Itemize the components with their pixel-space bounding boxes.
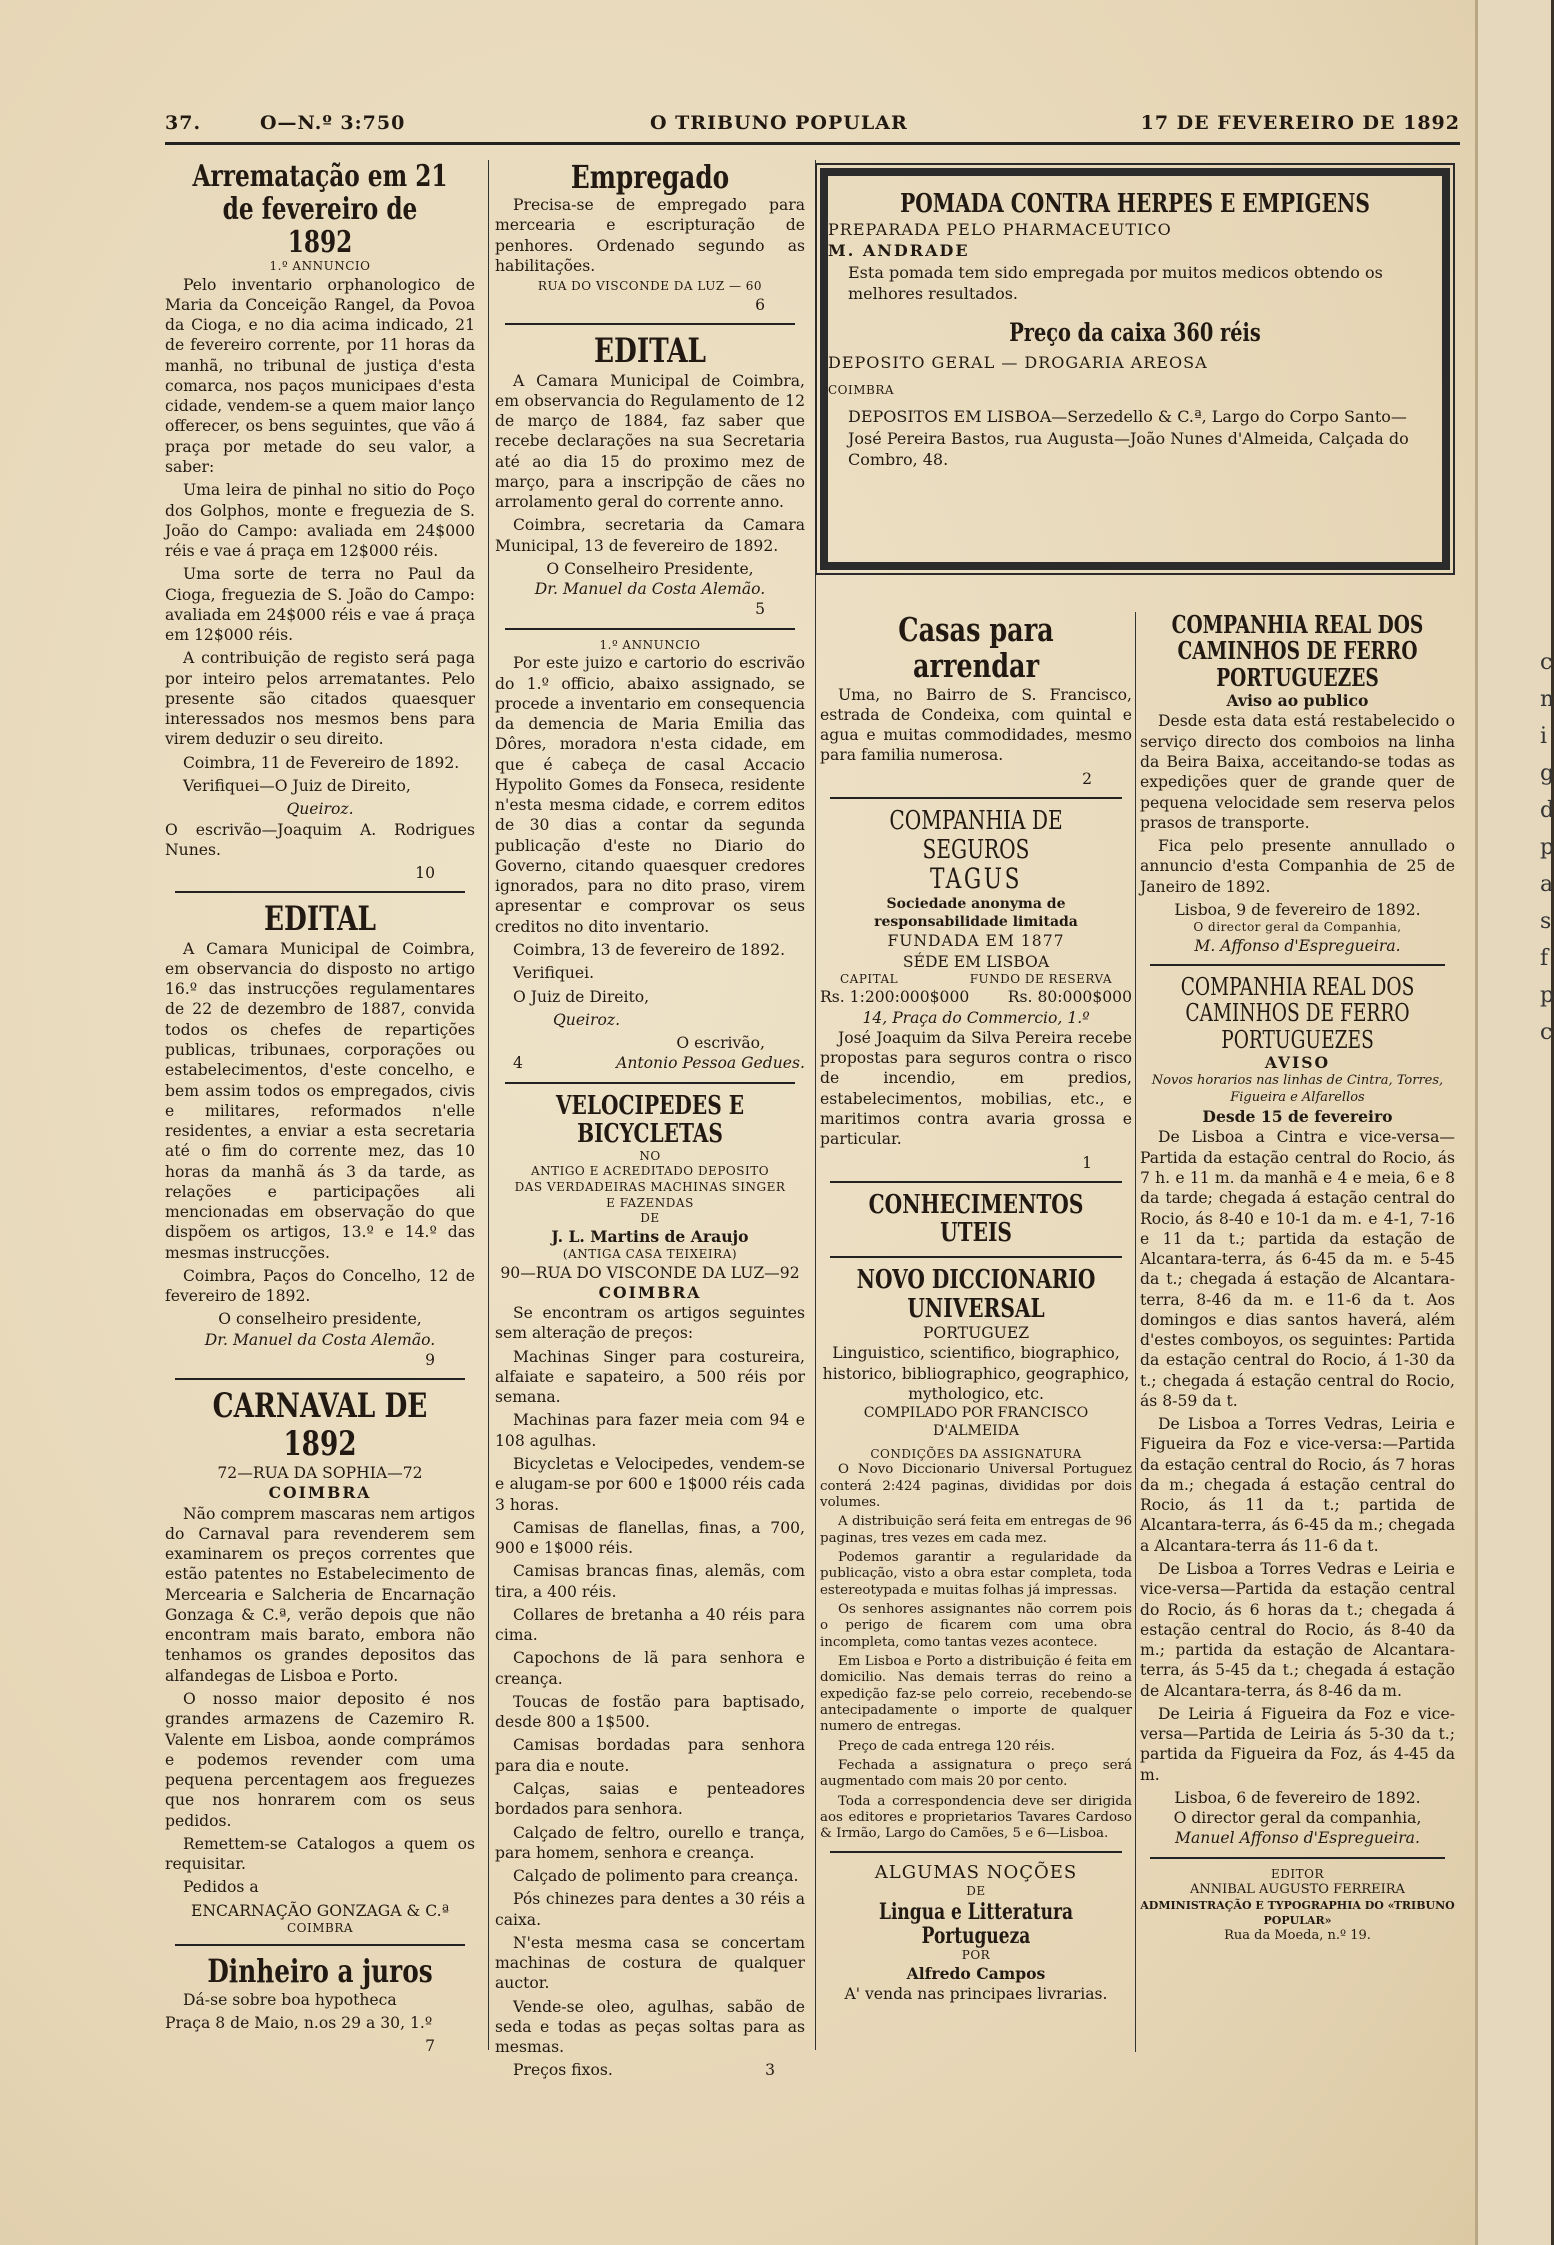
velocipedes-l3: DAS VERDADEIRAS MACHINAS SINGER (514, 1179, 786, 1194)
seguros-addr: 14, Praça do Commercio, 1.º (862, 1008, 1090, 1027)
seguros-cap: Rs. 1:200:000$000 (820, 988, 970, 1007)
divider (505, 628, 795, 630)
cp2-sig2: Manuel Affonso d'Espregueira. (1175, 1829, 1420, 1848)
cp1-sig1: O director geral da Companhia, (1193, 920, 1402, 935)
edital-title: EDITAL (263, 899, 377, 940)
issue-number: O—N.º 3:750 (260, 112, 406, 134)
pomada-depot: DEPOSITO GERAL — DROGARIA AREOSA (828, 353, 1208, 373)
velocipedes-item: Calças, saias e penteadores bordados para senhora. (495, 1779, 805, 1819)
dinheiro-p2: Praça 8 de Maio, n.os 29 a 30, 1.º (165, 2013, 433, 2032)
velocipedes-item: Calçado de feltro, ourello e trança, para homem, senhora e creança. (495, 1823, 805, 1862)
cp1-sig2: M. Affonso d'Espregueira. (1194, 936, 1401, 955)
diccionario-item: Os senhores assignantes não correm pois o perigo de ficarem com uma obra incompleta, como tantas vezes acontece. (820, 1601, 1132, 1650)
divider (175, 891, 465, 893)
divider (830, 1851, 1122, 1853)
arrematacao-p3: Uma sorte de terra no Paul da Cioga, freguezia de S. João do Campo: avaliada em 24$000 réis e vae á praça em 12$000 réis. (165, 565, 475, 645)
pomada-sub: PREPARADA PELO PHARMACEUTICO (828, 219, 1172, 239)
column-1 (165, 160, 475, 2056)
pomada-box (820, 168, 1450, 570)
diccionario-sub: PORTUGUEZ (922, 1324, 1030, 1343)
edital2-sig1: O Conselheiro Presidente, (546, 559, 754, 578)
carnaval-firm-city: COIMBRA (286, 1920, 354, 1935)
column-rule (1135, 612, 1136, 2052)
divider (830, 797, 1122, 799)
pomada-price: Preço da caixa 360 réis (1009, 317, 1261, 347)
seguros-num: 1 (1082, 1153, 1092, 1172)
diccionario-title: NOVO DICCIONARIO UNIVERSAL (856, 1264, 1096, 1324)
empregado-title: Empregado (570, 158, 730, 196)
velocipedes-addr: 90—RUA DO VISCONDE DA LUZ—92 (500, 1263, 800, 1282)
seguros-sub: Sociedade anonyma de responsabilidade limitada (874, 895, 1078, 931)
empregado-addr: RUA DO VISCONDE DA LUZ — 60 (537, 279, 763, 294)
cp2-p2: De Lisboa a Torres Vedras, Leiria e Figueira da Foz e vice-versa:—Partida da estação central do Rocio, ás 7 horas da m.; chegada á estação central do Rocio, ás 11 da t.; partida de Alcantara-terra, ás 6-45 da m.; chegada a Alcantara-terra ás 11-6 da t. (1140, 1415, 1455, 1555)
seguros-title2: TAGUS (929, 862, 1023, 896)
next-page-letter: g (1540, 761, 1554, 786)
newspaper-title: O TRIBUNO POPULAR (650, 112, 908, 134)
edital2-num: 5 (755, 600, 765, 619)
diccionario-item: Em Lisboa e Porto a distribuição é feita em domicilio. Nas demais terras do reino a expedição faz-se pelo correio, recebendo-se antecipadamente o importe de qualquer numero de entregas. (820, 1653, 1132, 1735)
editor-addr: Rua da Moeda, n.º 19. (1224, 1927, 1371, 1943)
velocipedes-item: Collares de bretanha a 40 réis para cima. (495, 1605, 805, 1645)
diccionario-item: Toda a correspondencia deve ser dirigida aos editores e proprietarios Tavares Cardoso & Irmão, Largo do Camões, 5 e 6—Lisboa. (820, 1793, 1132, 1842)
velocipedes-item: Vende-se oleo, agulhas, sabão de seda e todas as peças soltas para as mesmas. (495, 1997, 805, 2057)
diccionario-comp: COMPILADO POR FRANCISCO D'ALMEIDA (863, 1405, 1089, 1440)
cp2-sub: Novos horarios nas linhas de Cintra, Torres, Figueira e Alfarellos (1151, 1073, 1444, 1106)
empregado-p1: Precisa-se de empregado para mercearia e escripturação de penhores. Ordenado segundo as habilitações. (495, 196, 805, 275)
divider (830, 1181, 1122, 1183)
cp2-title: COMPANHIA REAL DOS CAMINHOS DE FERRO PORTUGUEZES (1180, 972, 1415, 1054)
cp1-p2: Fica pelo presente annullado o annuncio d'esta Companhia de 25 de Janeiro de 1892. (1140, 837, 1455, 896)
arrematacao-p2: Uma leira de pinhal no sitio do Poço dos Golphos, monte e freguezia de S. João do Campo: avaliada em 24$000 réis e vae á praça em 12$000 réis. (165, 481, 475, 561)
arrematacao-verif: Verifiquei—O Juiz de Direito, (183, 776, 411, 795)
next-page-letter: f (1540, 946, 1549, 971)
diccionario-item: Fechada a assignatura o preço será augmentado com mais 20 por cento. (820, 1758, 1132, 1790)
cp2-p3: De Lisboa a Torres Vedras e Leiria e vice-versa—Partida da estação central do Rocio, ás 6 horas da t.; chegada á estação central do Rocio, ás 8-40 da m.; partida da estação de Alcantara-terra, ás 5-45 da t.; chegada á estação de Alcantara-terra, ás 8-46 da m. (1140, 1560, 1455, 1700)
casas-num: 2 (1082, 769, 1092, 788)
pomada-p2: DEPOSITOS EM LISBOA—Serzedello & C.ª, Largo do Corpo Santo—José Pereira Bastos, rua Augusta—João Nunes d'Almeida, Calçada do Combro, 48. (848, 407, 1409, 470)
column-3 (820, 612, 1132, 2004)
annuncio-num: 4 (513, 1054, 523, 1073)
arrematacao-num: 10 (415, 864, 435, 883)
edital-num: 9 (425, 1351, 435, 1369)
column-4 (1140, 612, 1455, 1945)
dinheiro-num: 7 (425, 2037, 435, 2056)
diccionario-item: A distribuição será feita em entregas de 96 paginas, tres vezes em cada mez. (820, 1514, 1132, 1546)
velocipedes-l1: NO (639, 1148, 661, 1163)
cp1-title: COMPANHIA REAL DOS CAMINHOS DE FERRO PORTUGUEZES (1171, 610, 1424, 692)
pomada-name: M. ANDRADE (828, 241, 970, 261)
nocoes-l1: ALGUMAS NOÇÕES (874, 1861, 1078, 1883)
nocoes-author: Alfredo Campos (906, 1963, 1046, 1983)
annuncio-verif: Verifiquei. (513, 964, 595, 983)
masthead (165, 112, 1460, 145)
cp1-aviso: Aviso ao publico (1226, 691, 1369, 711)
divider (175, 1378, 465, 1380)
velocipedes-l4: E FAZENDAS (606, 1195, 694, 1210)
seguros-founded: FUNDADA EM 1877 (887, 932, 1065, 951)
edital2-date: Coimbra, secretaria da Camara Municipal, 13 de fevereiro de 1892. (495, 516, 805, 555)
pomada-p1: Esta pomada tem sido empregada por muitos medicos obtendo os melhores resultados. (848, 262, 1383, 304)
diccionario-item: Podemos garantir a regularidade da publicação, visto a obra estar completa, toda estereotypada e muitas folhas já impressas. (820, 1549, 1132, 1598)
velocipedes-items (495, 1303, 805, 2057)
casas-p1: Uma, no Bairro de S. Francisco, estrada de Condeixa, com quintal e agua e muitas commodidades, mesmo para familia numerosa. (820, 685, 1132, 765)
velocipedes-item: Capochons de lã para senhora e creança. (495, 1649, 805, 1688)
divider (1150, 1857, 1445, 1859)
annuncio-judge2: Queiroz. (553, 1010, 621, 1029)
dinheiro-title: Dinheiro a juros (207, 1952, 433, 1991)
arrematacao-p4: A contribuição de registo será paga por inteiro pelos arrematantes. Pelo presente são citados quaesquer interessados nos mesmos bens para virem deduzir o seu direito. (165, 649, 475, 749)
velocipedes-item: Machinas para fazer meia com 94 e 108 agulhas. (495, 1411, 805, 1450)
seguros-fund-label: FUNDO DE RESERVA (969, 971, 1112, 986)
edital-sig2: Dr. Manuel da Costa Alemão. (204, 1330, 436, 1349)
annuncio-date: Coimbra, 13 de fevereiro de 1892. (513, 941, 786, 959)
next-page-letter: d (1540, 798, 1554, 823)
velocipedes-item: Camisas de flanellas, finas, a 700, 900 e 1$000 réis. (495, 1518, 805, 1558)
velocipedes-item: Toucas de fostão para baptisado, desde 800 a 1$500. (495, 1692, 805, 1732)
conhec-title: CONHECIMENTOS UTEIS (868, 1189, 1084, 1249)
cp1-p1: Desde esta data está restabelecido o serviço directo dos comboios na linha da Beira Baixa, acceitando-se todas as expedições quer de grande quer de pequena velocidade sem reserva pelos prasos de transporte. (1140, 712, 1455, 832)
column-rule (815, 160, 816, 2050)
arrematacao-date: Coimbra, 11 de Fevereiro de 1892. (183, 753, 460, 772)
editor-admin: ADMINISTRAÇÃO E TYPOGRAPHIA DO «TRIBUNO POPULAR» (1140, 1899, 1455, 1927)
cp2-p4: De Leiria á Figueira da Foz e vice-versa—Partida de Leiria ás 5-30 da t.; partida da Figueira da Foz, ás 4-45 da m. (1140, 1704, 1455, 1784)
diccionario-items (820, 1462, 1132, 1843)
velocipedes-num: 3 (765, 2061, 775, 2080)
arrematacao-judge: Queiroz. (286, 800, 354, 819)
annuncio-tag: 1.º ANNUNCIO (599, 637, 701, 652)
cp1-date: Lisboa, 9 de fevereiro de 1892. (1174, 900, 1421, 919)
nocoes-sale: A' venda nas principaes livrarias. (844, 1984, 1108, 2003)
carnaval-addr: 72—RUA DA SOPHIA—72 (217, 1464, 423, 1483)
carnaval-p3: Remettem-se Catalogos a quem os requisitar. (165, 1834, 475, 1874)
cp2-aviso: AVISO (1264, 1053, 1331, 1073)
cp2-from: Desde 15 de fevereiro (1202, 1107, 1393, 1127)
next-page-letter: p (1540, 835, 1554, 860)
nocoes-title: Lingua e Litteratura Portugueza (878, 1898, 1074, 1949)
edital-date: Coimbra, Paços do Concelho, 12 de fevereiro de 1892. (165, 1266, 475, 1306)
velocipedes-item: N'esta mesma casa se concertam machinas de costura de qualquer auctor. (495, 1933, 805, 1993)
casas-title: Casas para arrendar (898, 610, 1054, 686)
next-page-letter: p (1540, 983, 1554, 1008)
velocipedes-item: Se encontram os artigos seguintes sem alteração de preços: (495, 1304, 805, 1343)
velocipedes-item: Camisas bordadas para senhora para dia e noute. (495, 1736, 805, 1775)
annuncio-p1: Por este juizo e cartorio do escrivão do 1.º officio, abaixo assignado, se procede a inventario em consequencia da demencia de Maria Emilia das Dôres, moradora n'esta cidade, em que é cabeça de casal Accacio Hypolito Gomes da Fonseca, residente n'esta mesma cidade, e correm editos de 30 dias a contar da segunda publicação d'este no Diario do Governo, citando quaesquer credores ignorados, para no dito praso, virem apresentar e comprovar os seus creditos no dito inventario. (495, 654, 805, 936)
velocipedes-item: Camisas brancas finas, alemãs, com tira, a 400 réis. (495, 1562, 805, 1601)
next-page-edge (1475, 0, 1554, 2245)
pomada-title: POMADA CONTRA HERPES E EMPIGENS (900, 189, 1370, 219)
cp2-sig1: O director geral da companhia, (1173, 1809, 1422, 1828)
velocipedes-owner2: (ANTIGA CASA TEIXEIRA) (562, 1247, 738, 1262)
carnaval-p1: Não comprem mascaras nem artigos do Carnaval para revenderem sem examinarem os preços correntes que estão patentes no Estabelecimento de Mercearia e Salcheria de Encarnação Gonzaga & C.ª, verão depois que não encontram mais barato, embora não tenhamos os grandes depositos das alfandegas de Lisboa e Porto. (165, 1504, 475, 1685)
divider (830, 1256, 1122, 1258)
divider (505, 1082, 795, 1084)
page-number: 37. (165, 112, 202, 134)
diccionario-p1: Linguistico, scientifico, biographico, historico, bibliographico, geographico, mythologico, etc. (822, 1344, 1130, 1403)
column-rule (488, 160, 489, 2050)
annuncio-clerk1: O escrivão, (676, 1034, 765, 1053)
diccionario-cond: CONDIÇÕES DA ASSIGNATURA (870, 1446, 1082, 1461)
column-2 (495, 160, 805, 2084)
annuncio-judge1: O Juiz de Direito, (513, 987, 650, 1006)
seguros-fund: Rs. 80:000$000 (1007, 988, 1132, 1007)
edital2-sig2: Dr. Manuel da Costa Alemão. (534, 580, 766, 599)
carnaval-firm: ENCARNAÇÃO GONZAGA & C.ª (190, 1901, 450, 1920)
next-page-letter: s (1540, 909, 1552, 934)
next-page-letter: c (1540, 1020, 1553, 1045)
seguros-seat: SÉDE EM LISBOA (902, 952, 1050, 971)
divider (175, 1944, 465, 1946)
arrematacao-clerk: O escrivão—Joaquim A. Rodrigues Nunes. (165, 820, 475, 859)
edital-sig1: O conselheiro presidente, (218, 1310, 422, 1329)
arrematacao-p1: Pelo inventario orphanologico de Maria da Conceição Rangel, da Povoa da Cioga, e no dia acima indicado, 21 de fevereiro corrente, por 11 horas da manhã, no tribunal de justiça d'esta comarca, nos paços municipaes d'esta cidade, vendem-se a quem maior lanço offerecer, os bens seguintes, que vão á praça por metade do seu valor, a saber: (165, 275, 475, 476)
carnaval-title: CARNAVAL DE 1892 (212, 1386, 428, 1464)
seguros-cap-label: CAPITAL (840, 971, 899, 986)
velocipedes-l2: ANTIGO E ACREDITADO DEPOSITO (530, 1164, 770, 1179)
divider (1150, 964, 1445, 966)
divider (505, 323, 795, 325)
issue-date: 17 DE FEVEREIRO DE 1892 (1140, 112, 1460, 134)
carnaval-p2: O nosso maior deposito é nos grandes armazens de Cazemiro R. Valente em Lisboa, aonde comprámos e podemos revender com uma pequena percentagem aos freguezes que nos honrarem com os seus pedidos. (165, 1689, 475, 1830)
annuncio-clerk2: Antonio Pessoa Gedues. (616, 1054, 805, 1073)
velocipedes-title: VELOCIPEDES E BICYCLETAS (555, 1090, 745, 1150)
cp2-p1: De Lisboa a Cintra e vice-versa—Partida da estação central do Rocio, ás 7 h. e 11 m. da manhã e 4 e meia, 6 e 8 da tarde; chegada á estação central do Rocio, ás 8-40 e 10-1 da m. e 4-1, 7-16 e 11 da t.; partida da estação de Alcantara-terra, ás 6-45 da m. e 5-45 da t.; chegada á estação de Alcantara-terra, 8-46 da m. e 11-6 da t. Aos domingos e dias santos haverá, além d'estes comboyos, os seguintes: Partida da estação central do Rocio, á 1-30 da t.; chegada á estação central do Rocio, ás 8-59 da t. (1140, 1128, 1455, 1410)
velocipedes-city: COIMBRA (598, 1282, 702, 1302)
cp2-date: Lisboa, 6 de fevereiro de 1892. (1174, 1788, 1421, 1807)
edital2-title: EDITAL (593, 331, 707, 372)
editor-name: ANNIBAL AUGUSTO FERREIRA (1190, 1882, 1405, 1898)
velocipedes-item: Pós chinezes para dentes a 30 réis a caixa. (495, 1890, 805, 1929)
pomada-city: COIMBRA (828, 383, 895, 398)
next-page-letter: n (1540, 687, 1554, 712)
next-page-letter: a (1540, 872, 1554, 897)
nocoes-l2: DE (966, 1884, 986, 1899)
next-page-letter: i (1540, 724, 1548, 749)
velocipedes-item: Machinas Singer para costureira, alfaiate e sapateiro, a 500 réis por semana. (495, 1347, 805, 1407)
velocipedes-item: Bicycletas e Velocipedes, vendem-se e alugam-se por 600 e 1$000 réis cada 3 horas. (495, 1455, 805, 1514)
carnaval-city: COIMBRA (268, 1483, 372, 1503)
next-page-letter: c (1540, 650, 1553, 675)
edital2-p1: A Camara Municipal de Coimbra, em observancia do Regulamento de 12 de março de 1884, faz saber que recebe declarações na sua Secretaria até ao dia 15 do proximo mez de março, para a inscripção de cães no arrolamento geral do corrente anno. (495, 371, 805, 512)
velocipedes-owner: J. L. Martins de Araujo (551, 1226, 749, 1246)
diccionario-item: Preço de cada entrega 120 réis. (838, 1738, 1055, 1754)
arrematacao-tag: 1.º ANNUNCIO (269, 259, 371, 273)
seguros-p1: José Joaquim da Silva Pereira recebe propostas para seguros contra o risco de incendio, em predios, estabelecimentos, mobilias, etc., e maritimos contra avaria grossa e particular. (820, 1028, 1132, 1149)
editor-label: EDITOR (1271, 1866, 1324, 1881)
carnaval-p4: Pedidos a (183, 1878, 259, 1897)
arrematacao-title: Arrematação em 21 de fevereiro de 1892 (192, 159, 448, 260)
velocipedes-l5: DE (640, 1211, 660, 1226)
edital-p1: A Camara Municipal de Coimbra, em observancia do disposto no artigo 16.º das instrucções regulamentares de 22 de dezembro de 1887, convida todos os chefes de repartições publicas, tribunaes, corporações ou estabelecimentos, d'este concelho, e bem assim todos os empregados, civis e militares, reformados n'elle residentes, a enviar a esta secretaria até o fim do corrente mez, das 10 horas da manhã ás 3 da tarde, as relações e participações ali mencionadas em observação do que dispõem os artigos, 13.º e 14.º das mesmas instrucções. (165, 939, 475, 1262)
nocoes-por: POR (961, 1948, 991, 1963)
empregado-num: 6 (755, 295, 765, 314)
velocipedes-item: Calçado de polimento para creança. (513, 1867, 799, 1886)
diccionario-item: O Novo Diccionario Universal Portuguez conterá 2:424 paginas, divididas por dois volumes. (820, 1462, 1132, 1510)
seguros-title1: COMPANHIA DE SEGUROS (889, 805, 1063, 865)
velocipedes-fixed: Preços fixos. (513, 2061, 613, 2080)
dinheiro-p1: Dá-se sobre boa hypotheca (183, 1990, 397, 2009)
